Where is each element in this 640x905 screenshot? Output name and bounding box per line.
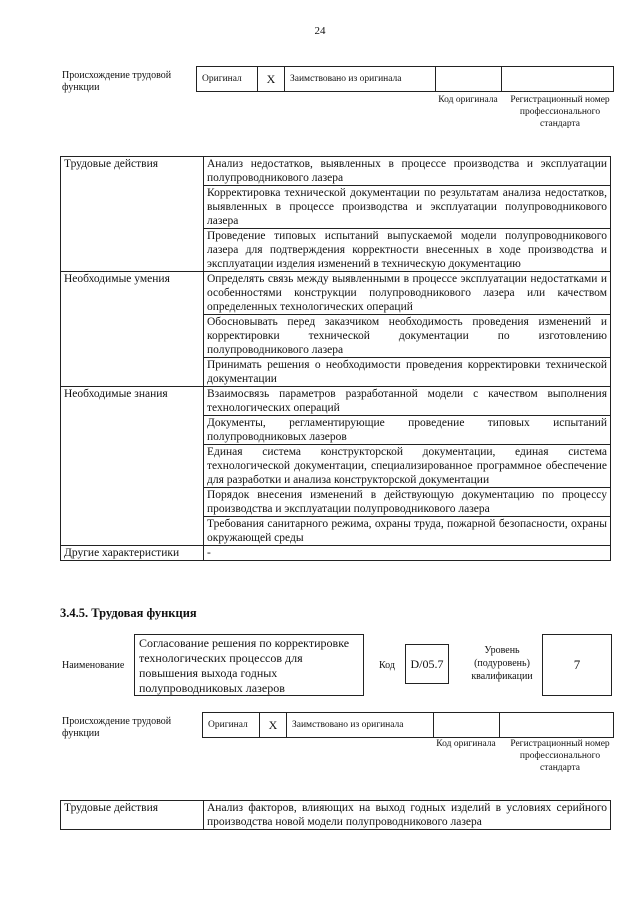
origin-code-cell (434, 713, 500, 738)
origin-reg-cell (500, 713, 614, 738)
row-description: Анализ факторов, влияющих на выход годных изделий в условиях серийного производства новой модели полупроводникового лазера (204, 801, 611, 830)
origin-table (196, 66, 614, 92)
origin-mark: X (260, 713, 287, 738)
row-description: Единая система конструкторской документации, единая система технологической документации, специализированное программное обеспечение для разработки и анализа конструкторской документации (204, 445, 611, 488)
functions-table-bottom (60, 800, 611, 830)
origin-borrowed-label: Заимствовано из оригинала (285, 67, 436, 92)
name-label: Наименование (62, 660, 125, 671)
origin-code-caption: Код оригинала (436, 739, 496, 749)
row-category: Трудовые действия (61, 801, 204, 830)
row-category: Другие характеристики (61, 546, 204, 561)
row-description: Принимать решения о необходимости проведения корректировки технической документации (204, 358, 611, 387)
table-row (61, 546, 611, 561)
name-value: Согласование решения по корректировке технологических процессов для повышения выхода годных полупроводниковых лазеров (134, 634, 364, 696)
origin-block-top (62, 66, 614, 129)
row-description: Документы, регламентирующие проведение типовых испытаний полупроводниковых лазеров (204, 416, 611, 445)
origin-code-caption: Код оригинала (438, 95, 498, 105)
row-description: Взаимосвязь параметров разработанной модели с качеством выполнения технологических операций (204, 387, 611, 416)
table-row (61, 157, 611, 186)
code-label: Код (379, 660, 395, 671)
row-category: Трудовые действия (61, 157, 204, 272)
row-category: Необходимые знания (61, 387, 204, 546)
page-number: 24 (314, 25, 326, 37)
row-description: Обосновывать перед заказчиком необходимость проведения изменений и корректировки технической документации по изготовлению полупроводникового лазера (204, 315, 611, 358)
row-description: Проведение типовых испытаний выпускаемой модели полупроводникового лазера для подтверждения корректности внесенных в ходе производства и эксплуатации изделия изменений в техническую документацию (204, 229, 611, 272)
row-description: Определять связь между выявленными в процессе эксплуатации недостатками и особенностями конструкции полупроводникового лазера или качеством определенных технологических операций (204, 272, 611, 315)
origin-reg-cell (502, 67, 614, 92)
row-category: Необходимые умения (61, 272, 204, 387)
origin-original-cell (197, 67, 258, 92)
row-description: Порядок внесения изменений в действующую документацию по процессу производства и эксплуатации полупроводникового лазера (204, 488, 611, 517)
origin-code-cell (436, 67, 502, 92)
table-row (61, 272, 611, 315)
table-row (61, 387, 611, 416)
function-name-block (62, 634, 612, 700)
row-description: Требования санитарного режима, охраны труда, пожарной безопасности, охраны окружающей среды (204, 517, 611, 546)
origin-borrowed-label: Заимствовано из оригинала (287, 713, 434, 738)
origin-label: Происхождение трудовой функции (62, 716, 172, 739)
origin-table (202, 712, 614, 738)
origin-label: Происхождение трудовой функции (62, 70, 172, 93)
origin-original-cell (203, 713, 260, 738)
functions-table-top (60, 156, 611, 561)
row-description: Анализ недостатков, выявленных в процессе производства и эксплуатации полупроводникового лазера (204, 157, 611, 186)
origin-block-bottom (62, 712, 614, 772)
section-title: 3.4.5. Трудовая функция (60, 606, 197, 620)
origin-reg-caption: Регистрационный номер профессионального стандарта (510, 95, 610, 129)
table-row (61, 801, 611, 830)
origin-reg-caption: Регистрационный номер профессионального стандарта (510, 739, 610, 773)
row-description: Корректировка технической документации по результатам анализа недостатков, выявленных в процессе производства и эксплуатации полупроводникового лазера (204, 186, 611, 229)
origin-original-label: Оригинал (208, 720, 248, 730)
origin-original-label: Оригинал (202, 74, 242, 84)
level-label: Уровень (подуровень) квалификации (471, 645, 533, 682)
level-value: 7 (542, 634, 612, 696)
origin-mark: X (258, 67, 285, 92)
code-value: D/05.7 (405, 644, 449, 684)
row-description: - (204, 546, 611, 561)
